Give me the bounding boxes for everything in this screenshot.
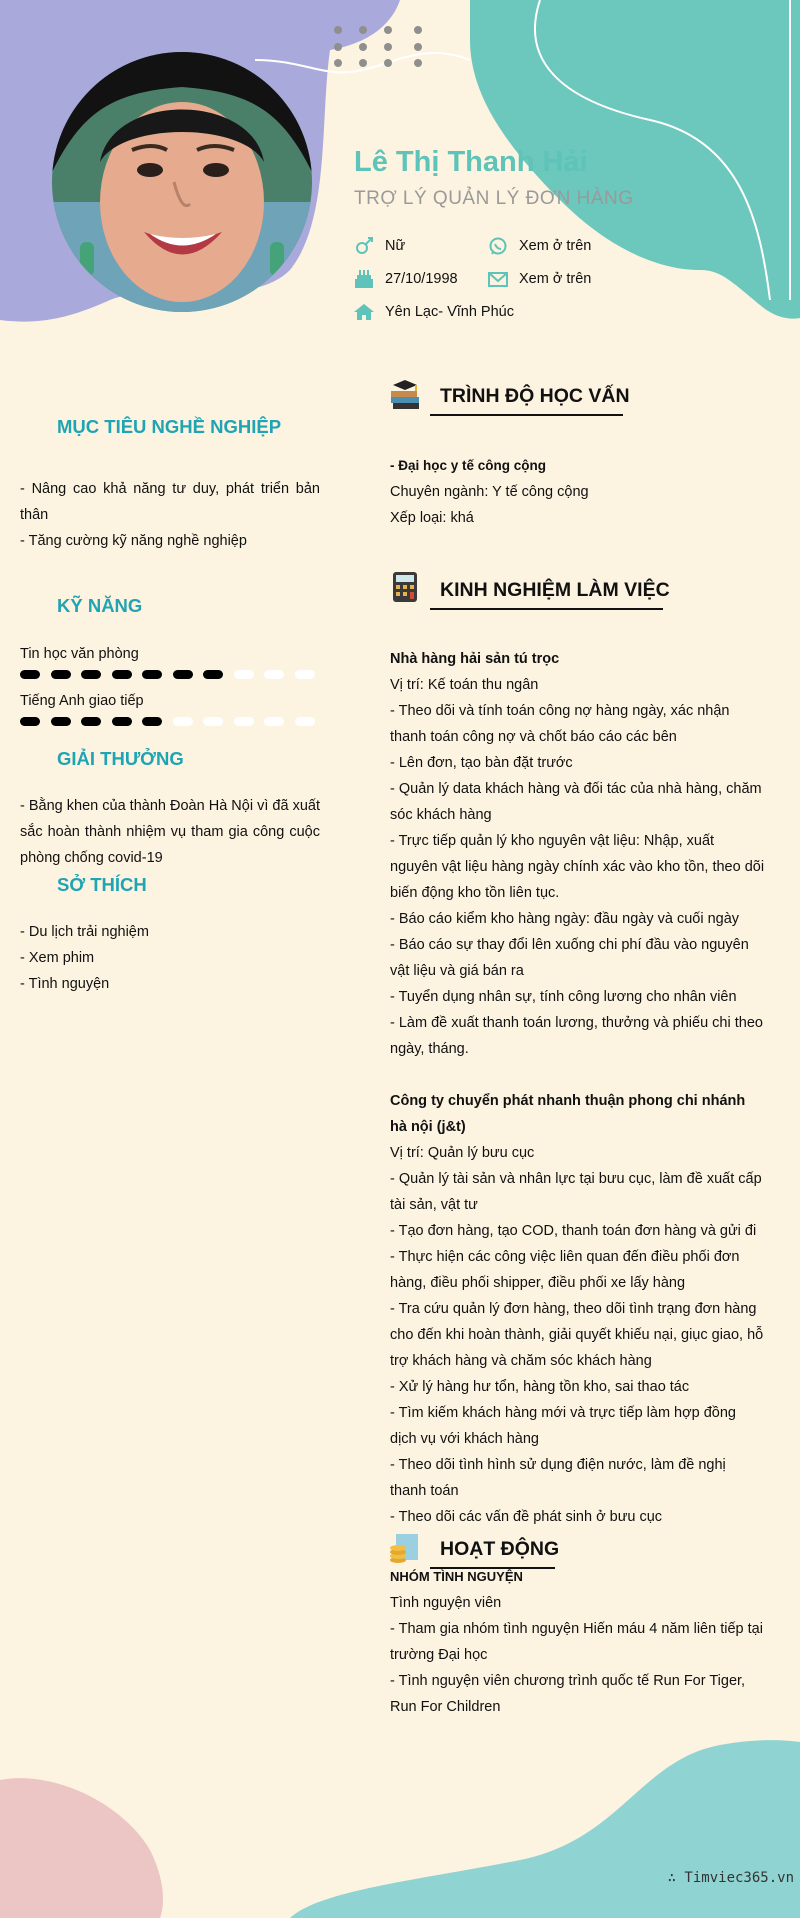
education-heading: TRÌNH ĐỘ HỌC VẤN (440, 385, 630, 407)
calculator-icon (388, 570, 422, 604)
job-2 (390, 1088, 765, 1530)
education-body (390, 453, 765, 531)
job-task: - Tuyển dụng nhân sự, tính công lương cho nhân viên (390, 989, 737, 1005)
skill-bar (20, 668, 320, 680)
education-rank: Xếp loại: khá (390, 510, 474, 526)
coins-icon (388, 1532, 422, 1566)
skill-level-dash (203, 670, 223, 679)
envelope-icon (487, 269, 509, 289)
skill-level-dash (20, 717, 40, 726)
education-divider (430, 414, 623, 416)
job-task: - Quản lý data khách hàng và đối tác của nhà hàng, chăm sóc khách hàng (390, 781, 762, 823)
skill-level-dash (234, 717, 254, 726)
job-task: - Tạo đơn hàng, tạo COD, thanh toán đơn hàng và gửi đi (390, 1223, 757, 1239)
skill-bar (20, 715, 320, 727)
skill-level-dash (295, 717, 315, 726)
skill-name: Tiếng Anh giao tiếp (20, 693, 144, 709)
skill-level-dash (142, 717, 162, 726)
skill-level-dash (295, 670, 315, 679)
activities-heading: HOẠT ĐỘNG (440, 1538, 560, 1560)
footer-brand: ∴ Timviec365.vn (667, 1870, 794, 1886)
skill-level-dash (264, 717, 284, 726)
job-1 (390, 646, 765, 1062)
job-task: - Xử lý hàng hư tổn, hàng tồn kho, sai thao tác (390, 1379, 690, 1395)
skill-level-dash (51, 717, 71, 726)
skill-name: Tin học văn phòng (20, 646, 139, 662)
skill-level-dash (173, 717, 193, 726)
awards-text: - Bằng khen của thành Đoàn Hà Nội vì đã xuất sắc hoàn thành nhiệm vụ tham gia công cuộc phòng chống covid-19 (20, 798, 320, 866)
address-text: Yên Lạc- Vĩnh Phúc (385, 304, 514, 320)
phone-icon (487, 236, 509, 256)
avatar (52, 52, 312, 312)
info-address (353, 302, 514, 322)
candidate-title: TRỢ LÝ QUẢN LÝ ĐƠN HÀNG (354, 188, 634, 209)
job-task: - Báo cáo kiểm kho hàng ngày: đầu ngày và cuối ngày (390, 911, 740, 927)
email-text: Xem ở trên (519, 271, 592, 287)
experience-divider (430, 608, 663, 610)
info-dob (353, 269, 458, 289)
career-goal-item: - Tăng cường kỹ năng nghề nghiệp (20, 533, 247, 549)
job-company: Nhà hàng hải sản tú trọc (390, 651, 560, 667)
list-item: - Xem phim (20, 950, 95, 966)
education-major: Chuyên ngành: Y tế công cộng (390, 484, 589, 500)
skill-level-dash (264, 670, 284, 679)
gender-icon (353, 236, 375, 256)
profile-photo (52, 52, 312, 312)
job-task: - Tìm kiếm khách hàng mới và trực tiếp làm hợp đồng dịch vụ với khách hàng (390, 1405, 736, 1447)
job-task: - Tra cứu quản lý đơn hàng, theo dõi tình trạng đơn hàng cho đến khi hoàn thành, giải quyết khiếu nại, giục giao, hỗ trợ khách hàng và chăm sóc khách hàng (390, 1301, 764, 1369)
career-goal-text (20, 476, 320, 554)
info-email (487, 269, 591, 289)
job-task: - Báo cáo sự thay đổi lên xuống chi phí đầu vào nguyên vật liệu và giá bán ra (390, 937, 749, 979)
gender-text: Nữ (385, 238, 406, 254)
job-task: - Trực tiếp quản lý kho nguyên vật liệu: Nhập, xuất nguyên vật liệu hàng ngày chính xác vào kho tồn, theo dõi biến động kho tồn liên tục. (390, 833, 765, 901)
skill-level-dash (112, 717, 132, 726)
skill-level-dash (203, 717, 223, 726)
hobbies-heading: SỞ THÍCH (57, 874, 147, 895)
job-task: - Theo dõi tình hình sử dụng điện nước, làm đề nghị thanh toán (390, 1457, 726, 1499)
job-position: Vị trí: Kế toán thu ngân (390, 677, 539, 693)
job-task: - Theo dõi các vấn đề phát sinh ở bưu cục (390, 1509, 663, 1525)
job-task: - Thực hiện các công việc liên quan đến điều phối đơn hàng, điều phối shipper, điều phối xe lấy hàng (390, 1249, 740, 1291)
job-task: - Lên đơn, tạo bàn đặt trước (390, 755, 573, 771)
school-name: - Đại học y tế công cộng (390, 458, 547, 473)
pink-blob (0, 1778, 163, 1918)
books-icon (388, 377, 422, 411)
skill-level-dash (20, 670, 40, 679)
phone-text: Xem ở trên (519, 238, 592, 254)
experience-heading: KINH NGHIỆM LÀM VIỆC (440, 579, 670, 601)
career-goal-heading: MỤC TIÊU NGHỀ NGHIỆP (57, 416, 282, 437)
info-gender (353, 236, 405, 256)
job-task: - Theo dõi và tính toán công nợ hàng ngày, xác nhận thanh toán công nợ và chốt báo cáo các bên (390, 703, 730, 745)
home-icon (353, 302, 375, 322)
skill-level-dash (51, 670, 71, 679)
skill-level-dash (81, 717, 101, 726)
info-phone (487, 236, 591, 256)
dob-text: 27/10/1998 (385, 271, 458, 287)
activity-group: NHÓM TÌNH NGUYỆN (390, 1569, 523, 1584)
skill-level-dash (173, 670, 193, 679)
list-item: - Du lịch trải nghiệm (20, 924, 149, 940)
skill-level-dash (142, 670, 162, 679)
skill-level-dash (112, 670, 132, 679)
skill-level-dash (234, 670, 254, 679)
career-goal-item: - Nâng cao khả năng tư duy, phát triển bản thân (20, 481, 320, 523)
awards-heading: GIẢI THƯỞNG (57, 748, 184, 769)
list-item: - Tình nguyện (20, 976, 110, 992)
job-task: - Quản lý tài sản và nhân lực tại bưu cục, làm đề xuất cấp tài sản, vật tư (390, 1171, 762, 1213)
activity-item: - Tham gia nhóm tình nguyện Hiến máu 4 năm liên tiếp tại trường Đại học (390, 1621, 763, 1663)
job-task: - Làm đề xuất thanh toán lương, thưởng và phiếu chi theo ngày, tháng. (390, 1015, 763, 1057)
candidate-name: Lê Thị Thanh Hải (354, 146, 588, 178)
skills-heading: KỸ NĂNG (57, 595, 143, 616)
bottom-teal-blob (290, 1740, 800, 1918)
job-company: Công ty chuyển phát nhanh thuận phong chi nhánh hà nội (j&t) (390, 1093, 746, 1135)
skill-level-dash (81, 670, 101, 679)
activities-body (390, 1564, 765, 1720)
activity-role: Tình nguyện viên (390, 1595, 502, 1611)
hobbies-list (20, 919, 320, 997)
job-position: Vị trí: Quản lý bưu cục (390, 1145, 535, 1161)
birthday-cake-icon (353, 269, 375, 289)
activity-item: - Tình nguyện viên chương trình quốc tế Run For Tiger, Run For Children (390, 1673, 746, 1715)
